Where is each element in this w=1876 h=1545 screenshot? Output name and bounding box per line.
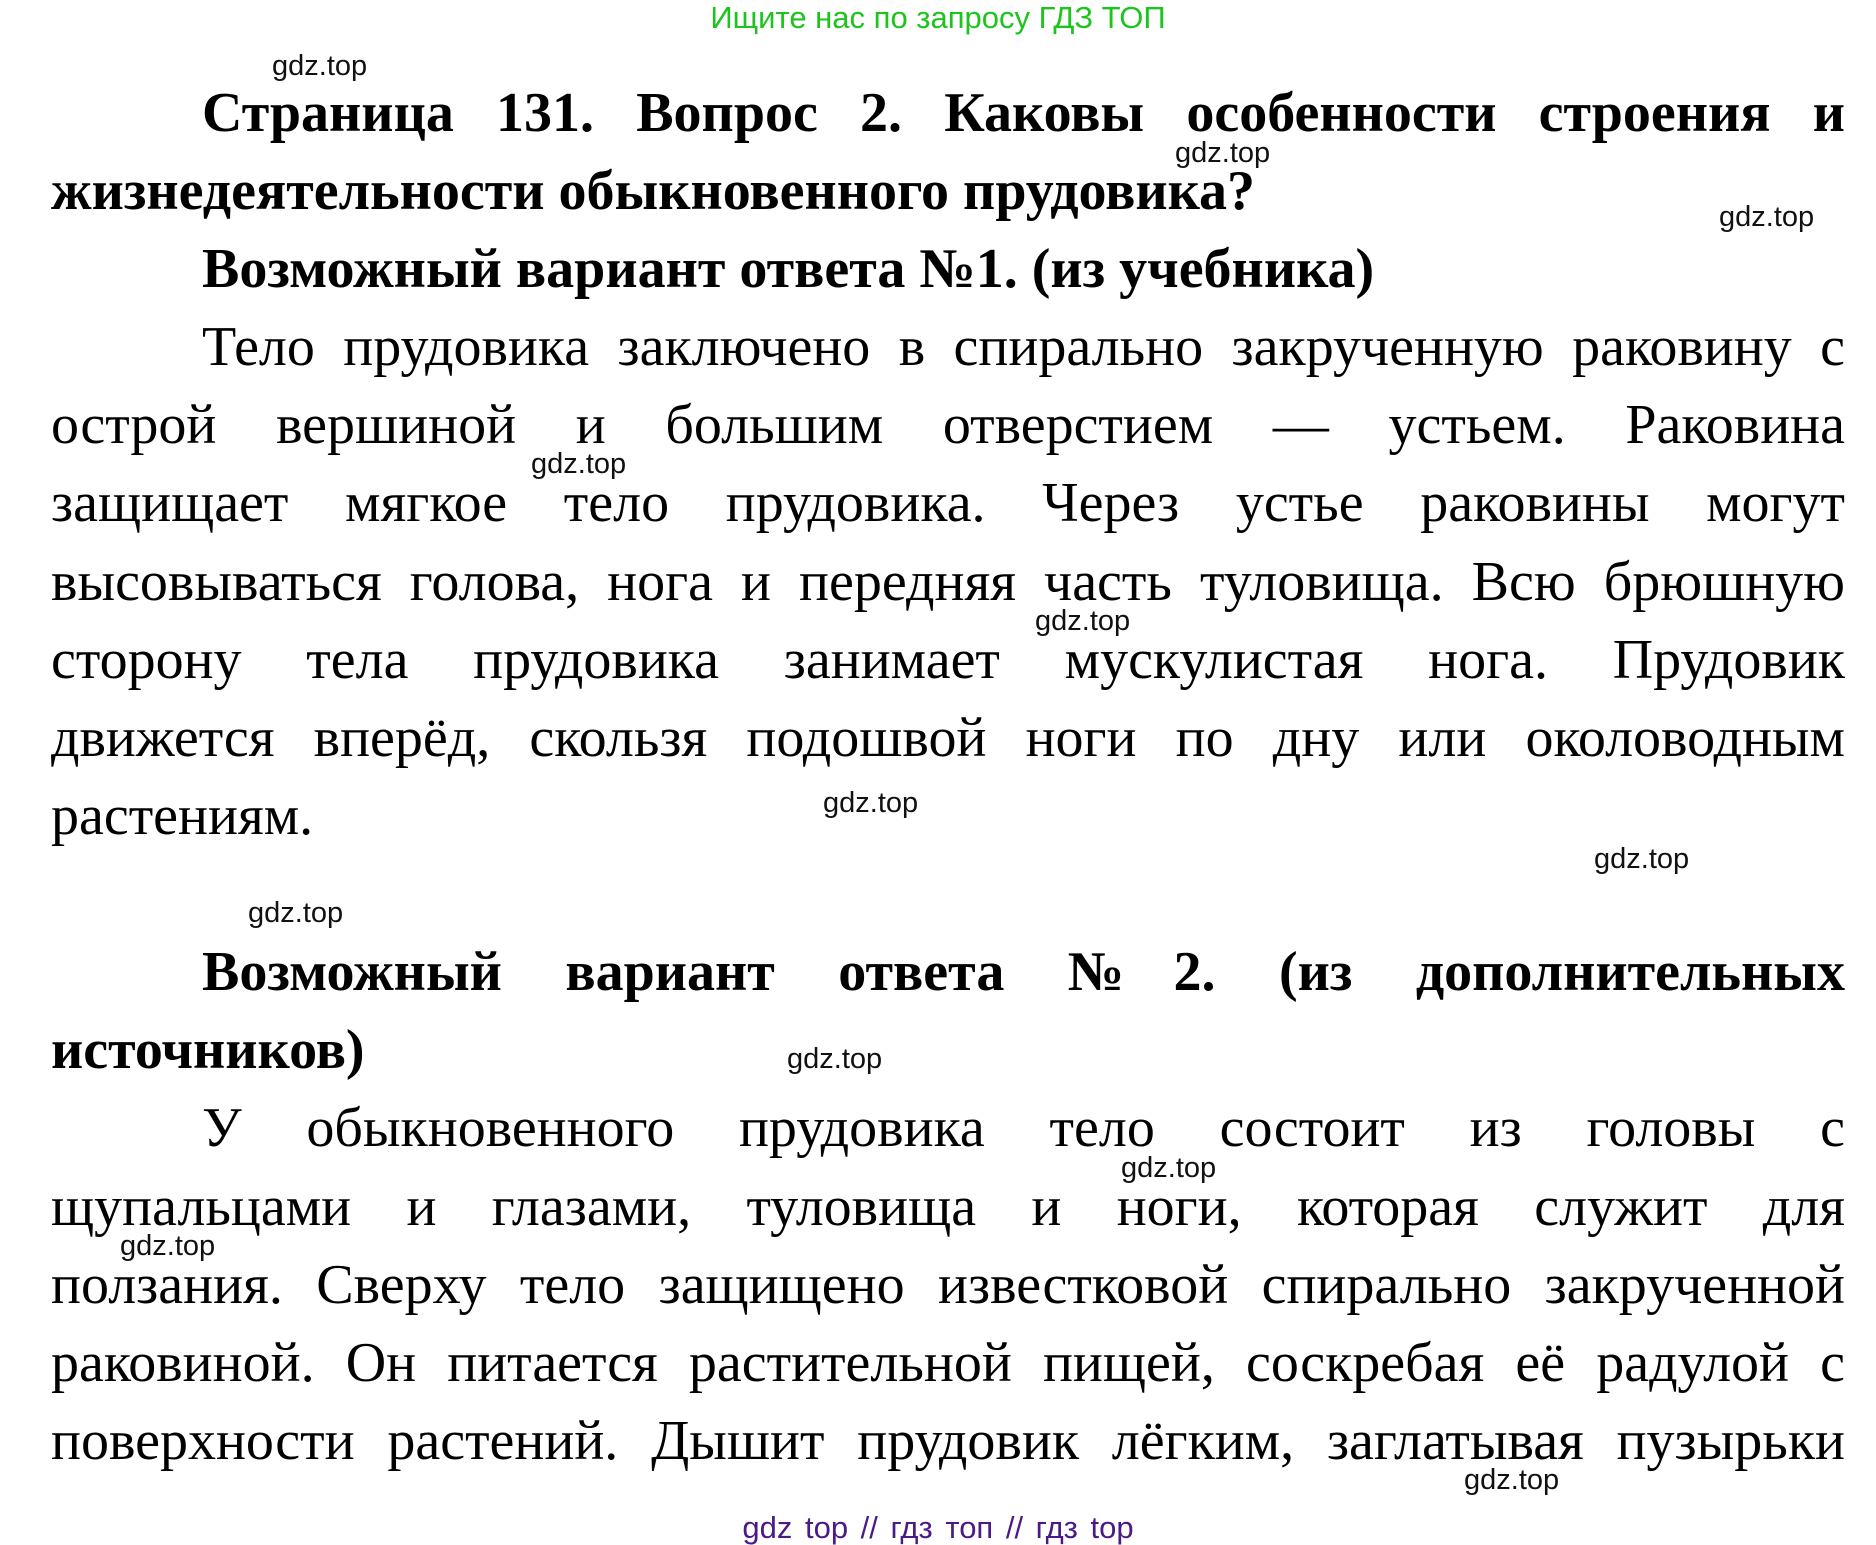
answer2-line: ползания. Сверху тело защищено известковой спирально закрученной bbox=[51, 1254, 1845, 1316]
answer1-line: защищает мягкое тело прудовика. Через устье раковины могут bbox=[51, 472, 1845, 534]
answer2-heading: Возможный вариант ответа №2. (из дополнительных bbox=[202, 941, 1845, 1003]
answer1-line: высовываться голова, нога и передняя часть туловища. Всю брюшную bbox=[51, 551, 1845, 613]
answer1-line: Тело прудовика заключено в спирально закрученную раковину с bbox=[202, 316, 1845, 378]
answer1-heading: Возможный вариант ответа №1. (из учебника) bbox=[202, 238, 1375, 300]
answer2-line: щупальцами и глазами, туловища и ноги, которая служит для bbox=[51, 1176, 1845, 1238]
watermark: gdz.top bbox=[823, 787, 919, 819]
watermark: gdz.top bbox=[787, 1043, 883, 1075]
watermark: gdz.top bbox=[1464, 1464, 1560, 1496]
watermark: gdz.top bbox=[1175, 137, 1271, 169]
answer2-line: раковиной. Он питается растительной пищей, соскребая её радулой с bbox=[51, 1332, 1845, 1394]
footer-watermark: gdz top // гдз топ // гдз top bbox=[742, 1510, 1134, 1545]
answer1-line: острой вершиной и большим отверстием — устьем. Раковина bbox=[51, 394, 1845, 456]
watermark: gdz.top bbox=[1035, 605, 1131, 637]
watermark: gdz.top bbox=[1594, 843, 1690, 875]
answer2-line: поверхности растений. Дышит прудовик лёгким, заглатывая пузырьки bbox=[51, 1410, 1845, 1472]
question-title-cont: жизнедеятельности обыкновенного прудовика? bbox=[51, 160, 1256, 222]
watermark: gdz.top bbox=[120, 1230, 216, 1262]
answer2-line: У обыкновенного прудовика тело состоит из головы с bbox=[202, 1097, 1845, 1159]
answer1-line: растениям. bbox=[51, 785, 314, 847]
watermark: gdz.top bbox=[1121, 1152, 1217, 1184]
answer1-line: сторону тела прудовика занимает мускулистая нога. Прудовик bbox=[51, 629, 1845, 691]
watermark: gdz.top bbox=[1719, 201, 1815, 233]
watermark: gdz.top bbox=[248, 897, 344, 929]
watermark: gdz.top bbox=[272, 50, 368, 82]
search-banner: Ищите нас по запросу ГДЗ ТОП bbox=[710, 0, 1166, 35]
watermark: gdz.top bbox=[531, 448, 627, 480]
answer1-line: движется вперёд, скользя подошвой ноги по дну или околоводным bbox=[51, 707, 1845, 769]
answer2-heading-cont: источников) bbox=[51, 1019, 365, 1081]
question-title: Страница 131. Вопрос 2. Каковы особенности строения и bbox=[202, 82, 1845, 144]
